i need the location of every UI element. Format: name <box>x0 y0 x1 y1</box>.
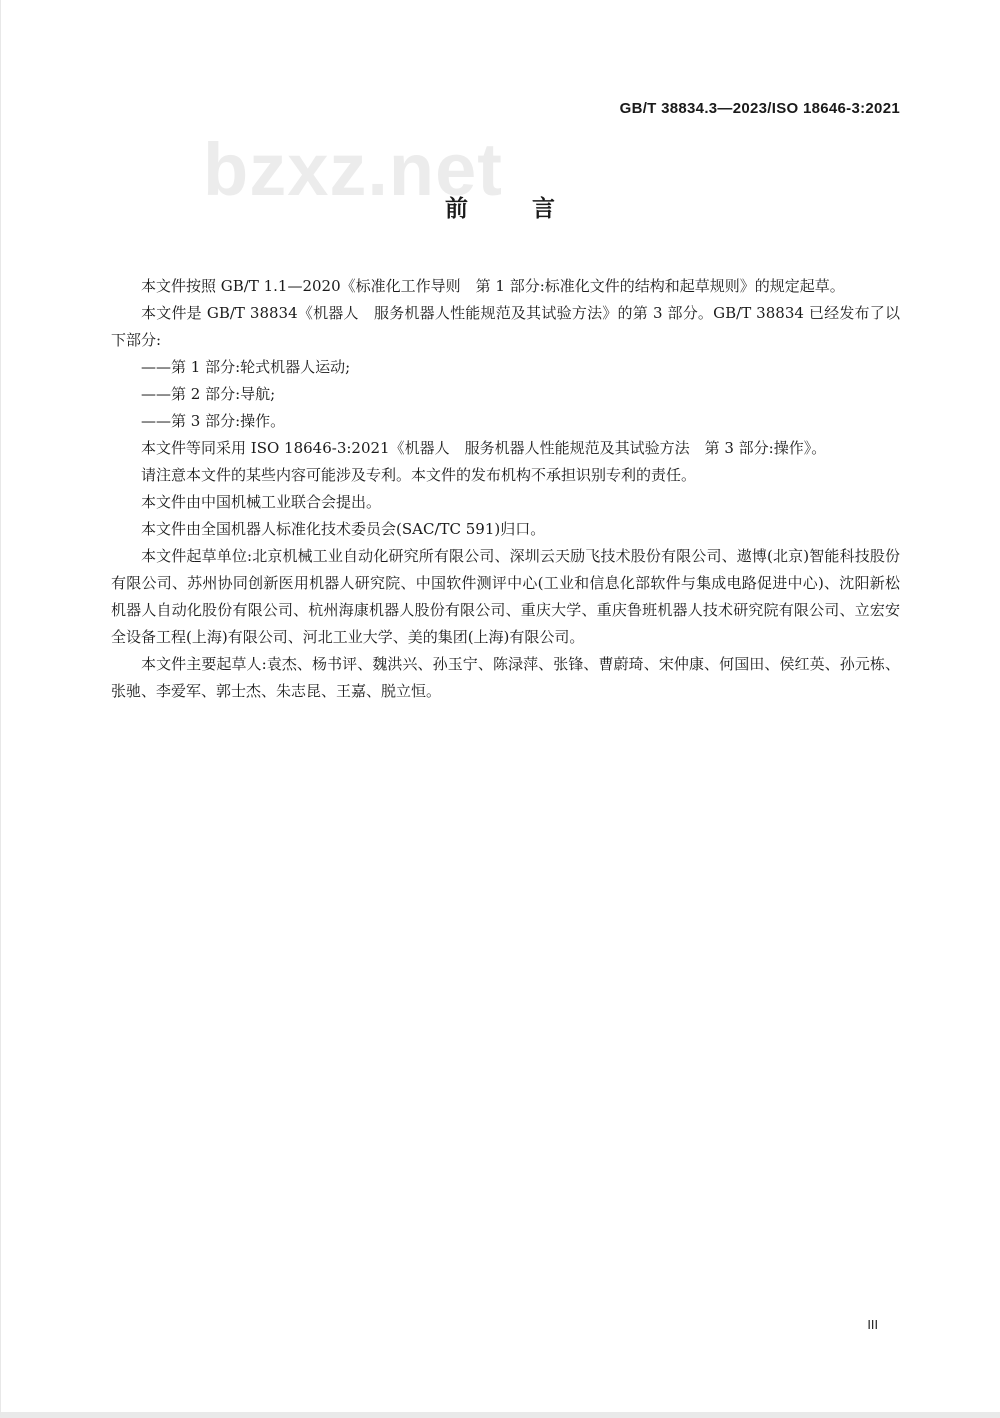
list-item-part-3: ——第 3 部分:操作。 <box>141 412 286 430</box>
paragraph-drafting-units: 本文件起草单位:北京机械工业自动化研究所有限公司、深圳云天励飞技术股份有限公司、遨博(北京)智能科技股份有限公司、苏州协同创新医用机器人研究院、中国软件测评中心(工业和信息化部软件与集成电路促进中心)、沈阳新松机器人自动化股份有限公司、杭州海康机器人股份有限公司、重庆大学、重庆鲁班机器人技术研究院有限公司、立宏安全设备工程(上海)有限公司、河北工业大学、美的集团(上海)有限公司。 <box>111 547 900 646</box>
paragraph-drafters: 本文件主要起草人:袁杰、杨书评、魏洪兴、孙玉宁、陈渌萍、张锋、曹蔚琦、宋仲康、何国田、侯红英、孙元栋、张驰、李爱军、郭士杰、朱志昆、王嘉、脱立恒。 <box>111 655 900 700</box>
list-item-part-2: ——第 2 部分:导航; <box>141 385 276 403</box>
paragraph-committee: 本文件由全国机器人标准化技术委员会(SAC/TC 591)归口。 <box>141 520 546 538</box>
paragraph-series-part: 本文件是 GB/T 38834《机器人 服务机器人性能规范及其试验方法》的第 3 部分。GB/T 38834 已经发布了以下部分: <box>111 304 900 349</box>
paragraph-iso-adoption: 本文件等同采用 ISO 18646-3:2021《机器人 服务机器人性能规范及其试验方法 第 3 部分:操作》。 <box>141 439 827 457</box>
paragraph-patent-notice: 请注意本文件的某些内容可能涉及专利。本文件的发布机构不承担识别专利的责任。 <box>141 466 697 484</box>
standard-code: GB/T 38834.3—2023/ISO 18646-3:2021 <box>619 100 900 117</box>
paragraph-proposed-by: 本文件由中国机械工业联合会提出。 <box>141 493 382 511</box>
paragraph-drafting-rules: 本文件按照 GB/T 1.1—2020《标准化工作导则 第 1 部分:标准化文件的结构和起草规则》的规定起草。 <box>141 277 845 295</box>
list-item-part-1: ——第 1 部分:轮式机器人运动; <box>141 358 351 376</box>
watermark: bzxz.net <box>203 128 503 211</box>
page-title: 前 言 <box>444 196 583 222</box>
foreword-body <box>111 273 900 705</box>
page-number: III <box>867 1318 878 1332</box>
